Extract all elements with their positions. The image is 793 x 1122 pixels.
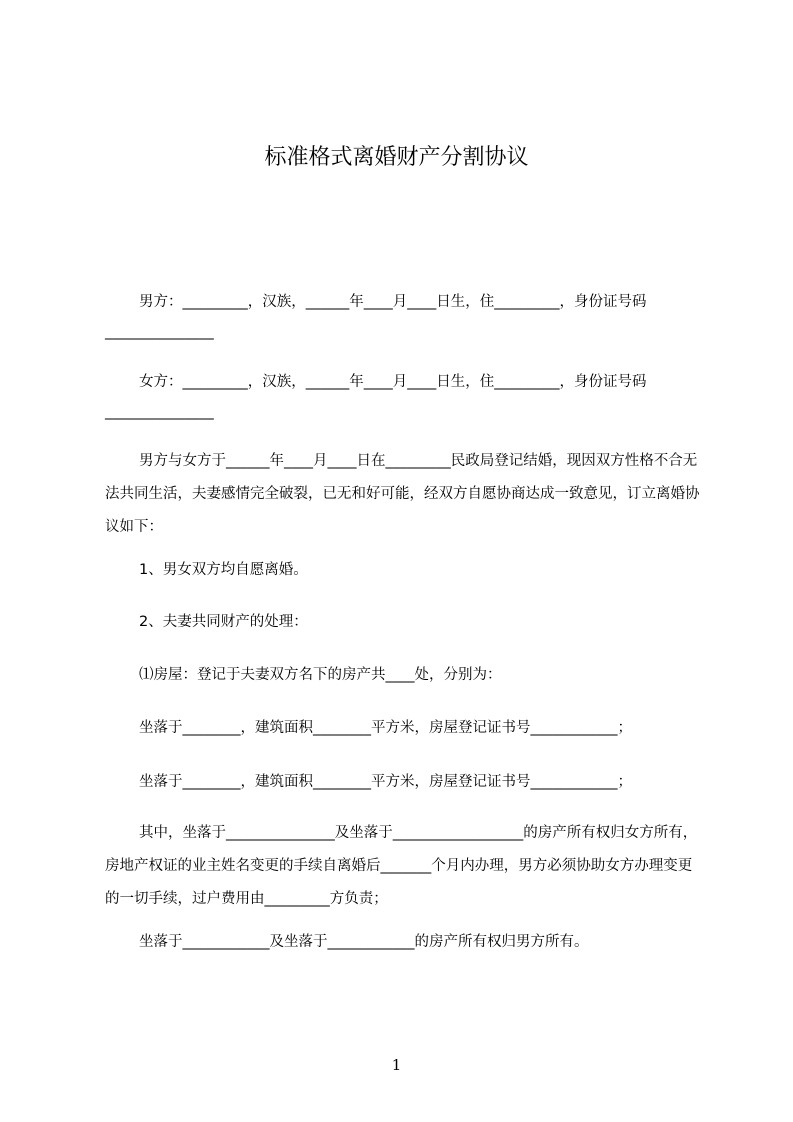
house-entry-a: 坐落于________，建筑面积________平方米，房屋登记证书号____________； xyxy=(139,720,632,736)
page-number: 1 xyxy=(391,1056,402,1074)
house-female-paragraph: 其中，坐落于_______________及坐落于__________________的房产所有权归女方所有，房地产权证的业主姓名变更的手续自离婚后_______个月内办理，男方必须协助女方办理变更的一切手续，过户费用由_________方负责； xyxy=(105,825,698,907)
intro-paragraph: 男方与女方于______年____月____日在_________民政局登记结婚，现因双方性格不合无法共同生活，夫妻感情完全破裂，已无和好可能，经双方自愿协商达成一致意见，订立离婚协议如下： xyxy=(105,453,700,535)
female-party-line: 女方：_________，汉族，______年____月____日生，住_________，身份证号码 xyxy=(139,374,647,390)
female-id-blank: _______________ xyxy=(105,404,214,420)
male-id-blank: _______________ xyxy=(105,324,214,340)
document-title: 标准格式离婚财产分割协议 xyxy=(264,145,529,170)
male-party-line: 男方：_________，汉族，______年____月____日生，住_________，身份证号码 xyxy=(139,294,647,310)
house-male-line: 坐落于____________及坐落于____________的房产所有权归男方所有。 xyxy=(139,934,589,950)
clause-1: 1、男女双方均自愿离婚。 xyxy=(139,562,308,578)
clause-2: 2、夫妻共同财产的处理： xyxy=(139,614,308,630)
clause-2-house: ⑴房屋：登记于夫妻双方名下的房产共____处，分别为： xyxy=(139,667,502,683)
house-entry-b: 坐落于________，建筑面积________平方米，房屋登记证书号____________； xyxy=(139,774,632,790)
